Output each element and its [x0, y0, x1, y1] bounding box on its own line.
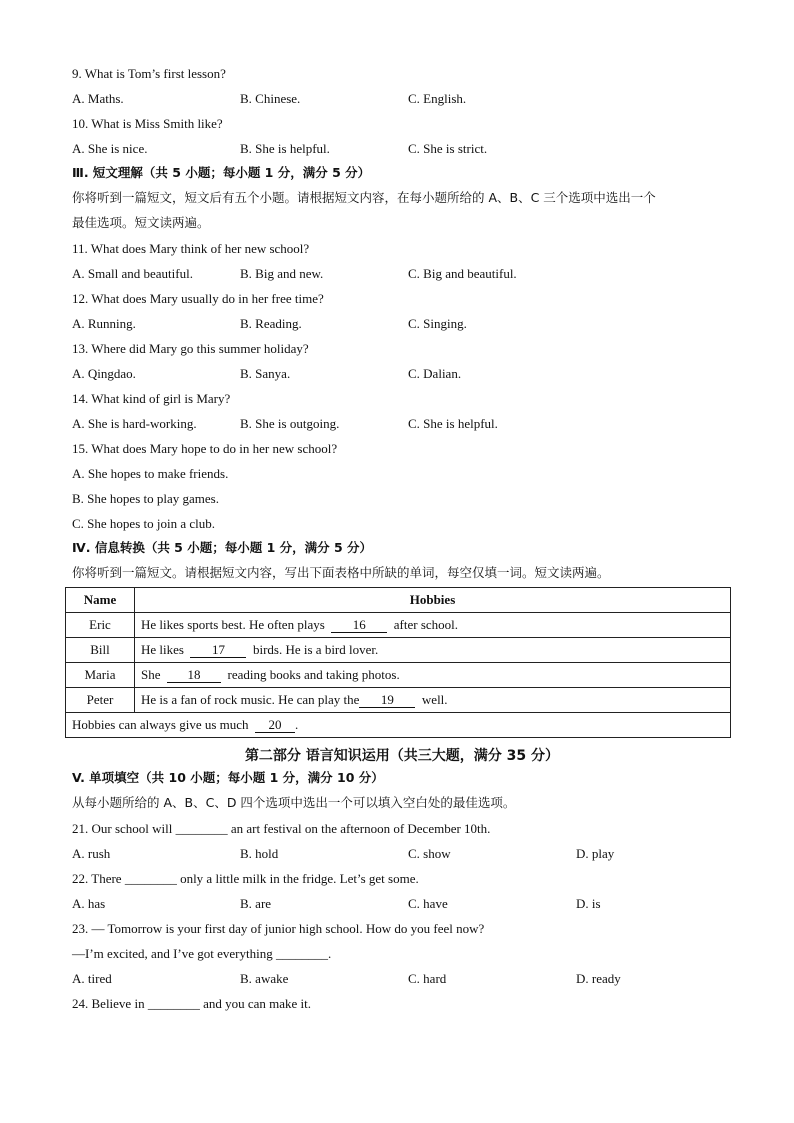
section-4-instruction: 你将听到一篇短文。请根据短文内容，写出下面表格中所缺的单词，每空仅填一词。短文读两遍。 — [72, 565, 610, 580]
q11-option-b: B. Big and new. — [240, 266, 324, 281]
q9-option-b: B. Chinese. — [240, 91, 301, 106]
section-3-instruction-cont: 最佳选项。短文读两遍。 — [72, 215, 210, 230]
table-row — [66, 638, 731, 663]
row-hobby — [135, 663, 731, 688]
q14-option-a: A. She is hard-working. — [72, 416, 197, 431]
question-13: 13. Where did Mary go this summer holiday? — [72, 341, 309, 356]
section-5-instruction: 从每小题所给的 A、B、C、D 四个选项中选出一个可以填入空白处的最佳选项。 — [72, 795, 516, 810]
q13-option-a: A. Qingdao. — [72, 366, 136, 381]
header-hobbies: Hobbies — [135, 588, 731, 613]
question-14: 14. What kind of girl is Mary? — [72, 391, 231, 406]
q10-option-b: B. She is helpful. — [240, 141, 330, 156]
q13-option-b: B. Sanya. — [240, 366, 291, 381]
section-5-title: V. 单项填空（共 10 小题；每小题 1 分，满分 10 分） — [72, 770, 384, 785]
footer-text: Hobbies can always give us much — [72, 717, 249, 732]
q9-option-c: C. English. — [408, 91, 467, 106]
q10-option-c: C. She is strict. — [408, 141, 488, 156]
question-23-reply: —I’m excited, and I’ve got everything ________. — [72, 946, 332, 961]
q11-option-c: C. Big and beautiful. — [408, 266, 517, 281]
blank-18: 18 — [167, 668, 221, 683]
row-name: Peter — [66, 688, 135, 713]
question-12: 12. What does Mary usually do in her free time? — [72, 291, 324, 306]
blank-19: 19 — [359, 693, 415, 708]
part-2-title: 第二部分 语言知识运用（共三大题，满分 35 分） — [244, 748, 560, 764]
row-hobby — [135, 688, 731, 713]
hobbies-table — [65, 587, 731, 738]
row-hobby-text: He likes sports best. He often plays — [141, 617, 325, 632]
table-footer — [66, 713, 731, 738]
row-name: Eric — [66, 613, 135, 638]
q14-option-b: B. She is outgoing. — [240, 416, 340, 431]
question-22: 22. There ________ only a little milk in the fridge. Let’s get some. — [72, 871, 419, 886]
q21-option-d: D. play — [576, 846, 615, 861]
q23-option-a: A. tired — [72, 971, 112, 986]
q12-option-c: C. Singing. — [408, 316, 467, 331]
blank-16: 16 — [331, 618, 387, 633]
section-3-instruction: 你将听到一篇短文，短文后有五个小题。请根据短文内容，在每小题所给的 A、B、C 三个选项中选出一个 — [72, 190, 656, 205]
question-9: 9. What is Tom’s first lesson? — [72, 66, 226, 81]
q12-option-a: A. Running. — [72, 316, 136, 331]
blank-20: 20 — [255, 718, 295, 733]
q13-option-c: C. Dalian. — [408, 366, 462, 381]
question-15: 15. What does Mary hope to do in her new school? — [72, 441, 338, 456]
q21-option-c: C. show — [408, 846, 451, 861]
q9-option-a: A. Maths. — [72, 91, 124, 106]
question-24: 24. Believe in ________ and you can make it. — [72, 996, 312, 1011]
table-footer-row — [66, 713, 731, 738]
row-hobby-text: She — [141, 667, 161, 682]
row-hobby-text: He is a fan of rock music. He can play the — [141, 692, 360, 707]
row-hobby-text-after: reading books and taking photos. — [227, 667, 400, 682]
table-header-row — [66, 588, 731, 613]
header-name: Name — [66, 588, 135, 613]
section-3-title: Ⅲ. 短文理解（共 5 小题；每小题 1 分，满分 5 分） — [72, 165, 371, 180]
row-hobby-text-after: well. — [421, 692, 448, 707]
q10-option-a: A. She is nice. — [72, 141, 148, 156]
section-4-title: Ⅳ. 信息转换（共 5 小题；每小题 1 分，满分 5 分） — [72, 540, 373, 555]
q15-option-c: C. She hopes to join a club. — [72, 516, 215, 531]
q23-option-b: B. awake — [240, 971, 289, 986]
question-23: 23. — Tomorrow is your first day of junior high school. How do you feel now? — [72, 921, 485, 936]
footer-period: . — [295, 717, 299, 732]
q22-option-a: A. has — [72, 896, 106, 911]
q23-option-c: C. hard — [408, 971, 447, 986]
q22-option-b: B. are — [240, 896, 272, 911]
question-21: 21. Our school will ________ an art festival on the afternoon of December 10th. — [72, 821, 491, 836]
question-11: 11. What does Mary think of her new school? — [72, 241, 310, 256]
q22-option-c: C. have — [408, 896, 448, 911]
q12-option-b: B. Reading. — [240, 316, 302, 331]
q11-option-a: A. Small and beautiful. — [72, 266, 193, 281]
q22-option-d: D. is — [576, 896, 601, 911]
q15-option-a: A. She hopes to make friends. — [72, 466, 229, 481]
question-10: 10. What is Miss Smith like? — [72, 116, 223, 131]
row-hobby-text-after: after school. — [393, 617, 459, 632]
q21-option-a: A. rush — [72, 846, 111, 861]
table-row — [66, 688, 731, 713]
table-row — [66, 613, 731, 638]
blank-17: 17 — [190, 643, 246, 658]
row-name: Maria — [66, 663, 135, 688]
row-name: Bill — [66, 638, 135, 663]
q21-option-b: B. hold — [240, 846, 279, 861]
row-hobby — [135, 613, 731, 638]
row-hobby-text-after: birds. He is a bird lover. — [252, 642, 379, 657]
q15-option-b: B. She hopes to play games. — [72, 491, 219, 506]
row-hobby — [135, 638, 731, 663]
table-row — [66, 663, 731, 688]
q23-option-d: D. ready — [576, 971, 621, 986]
q14-option-c: C. She is helpful. — [408, 416, 498, 431]
row-hobby-text: He likes — [141, 642, 184, 657]
